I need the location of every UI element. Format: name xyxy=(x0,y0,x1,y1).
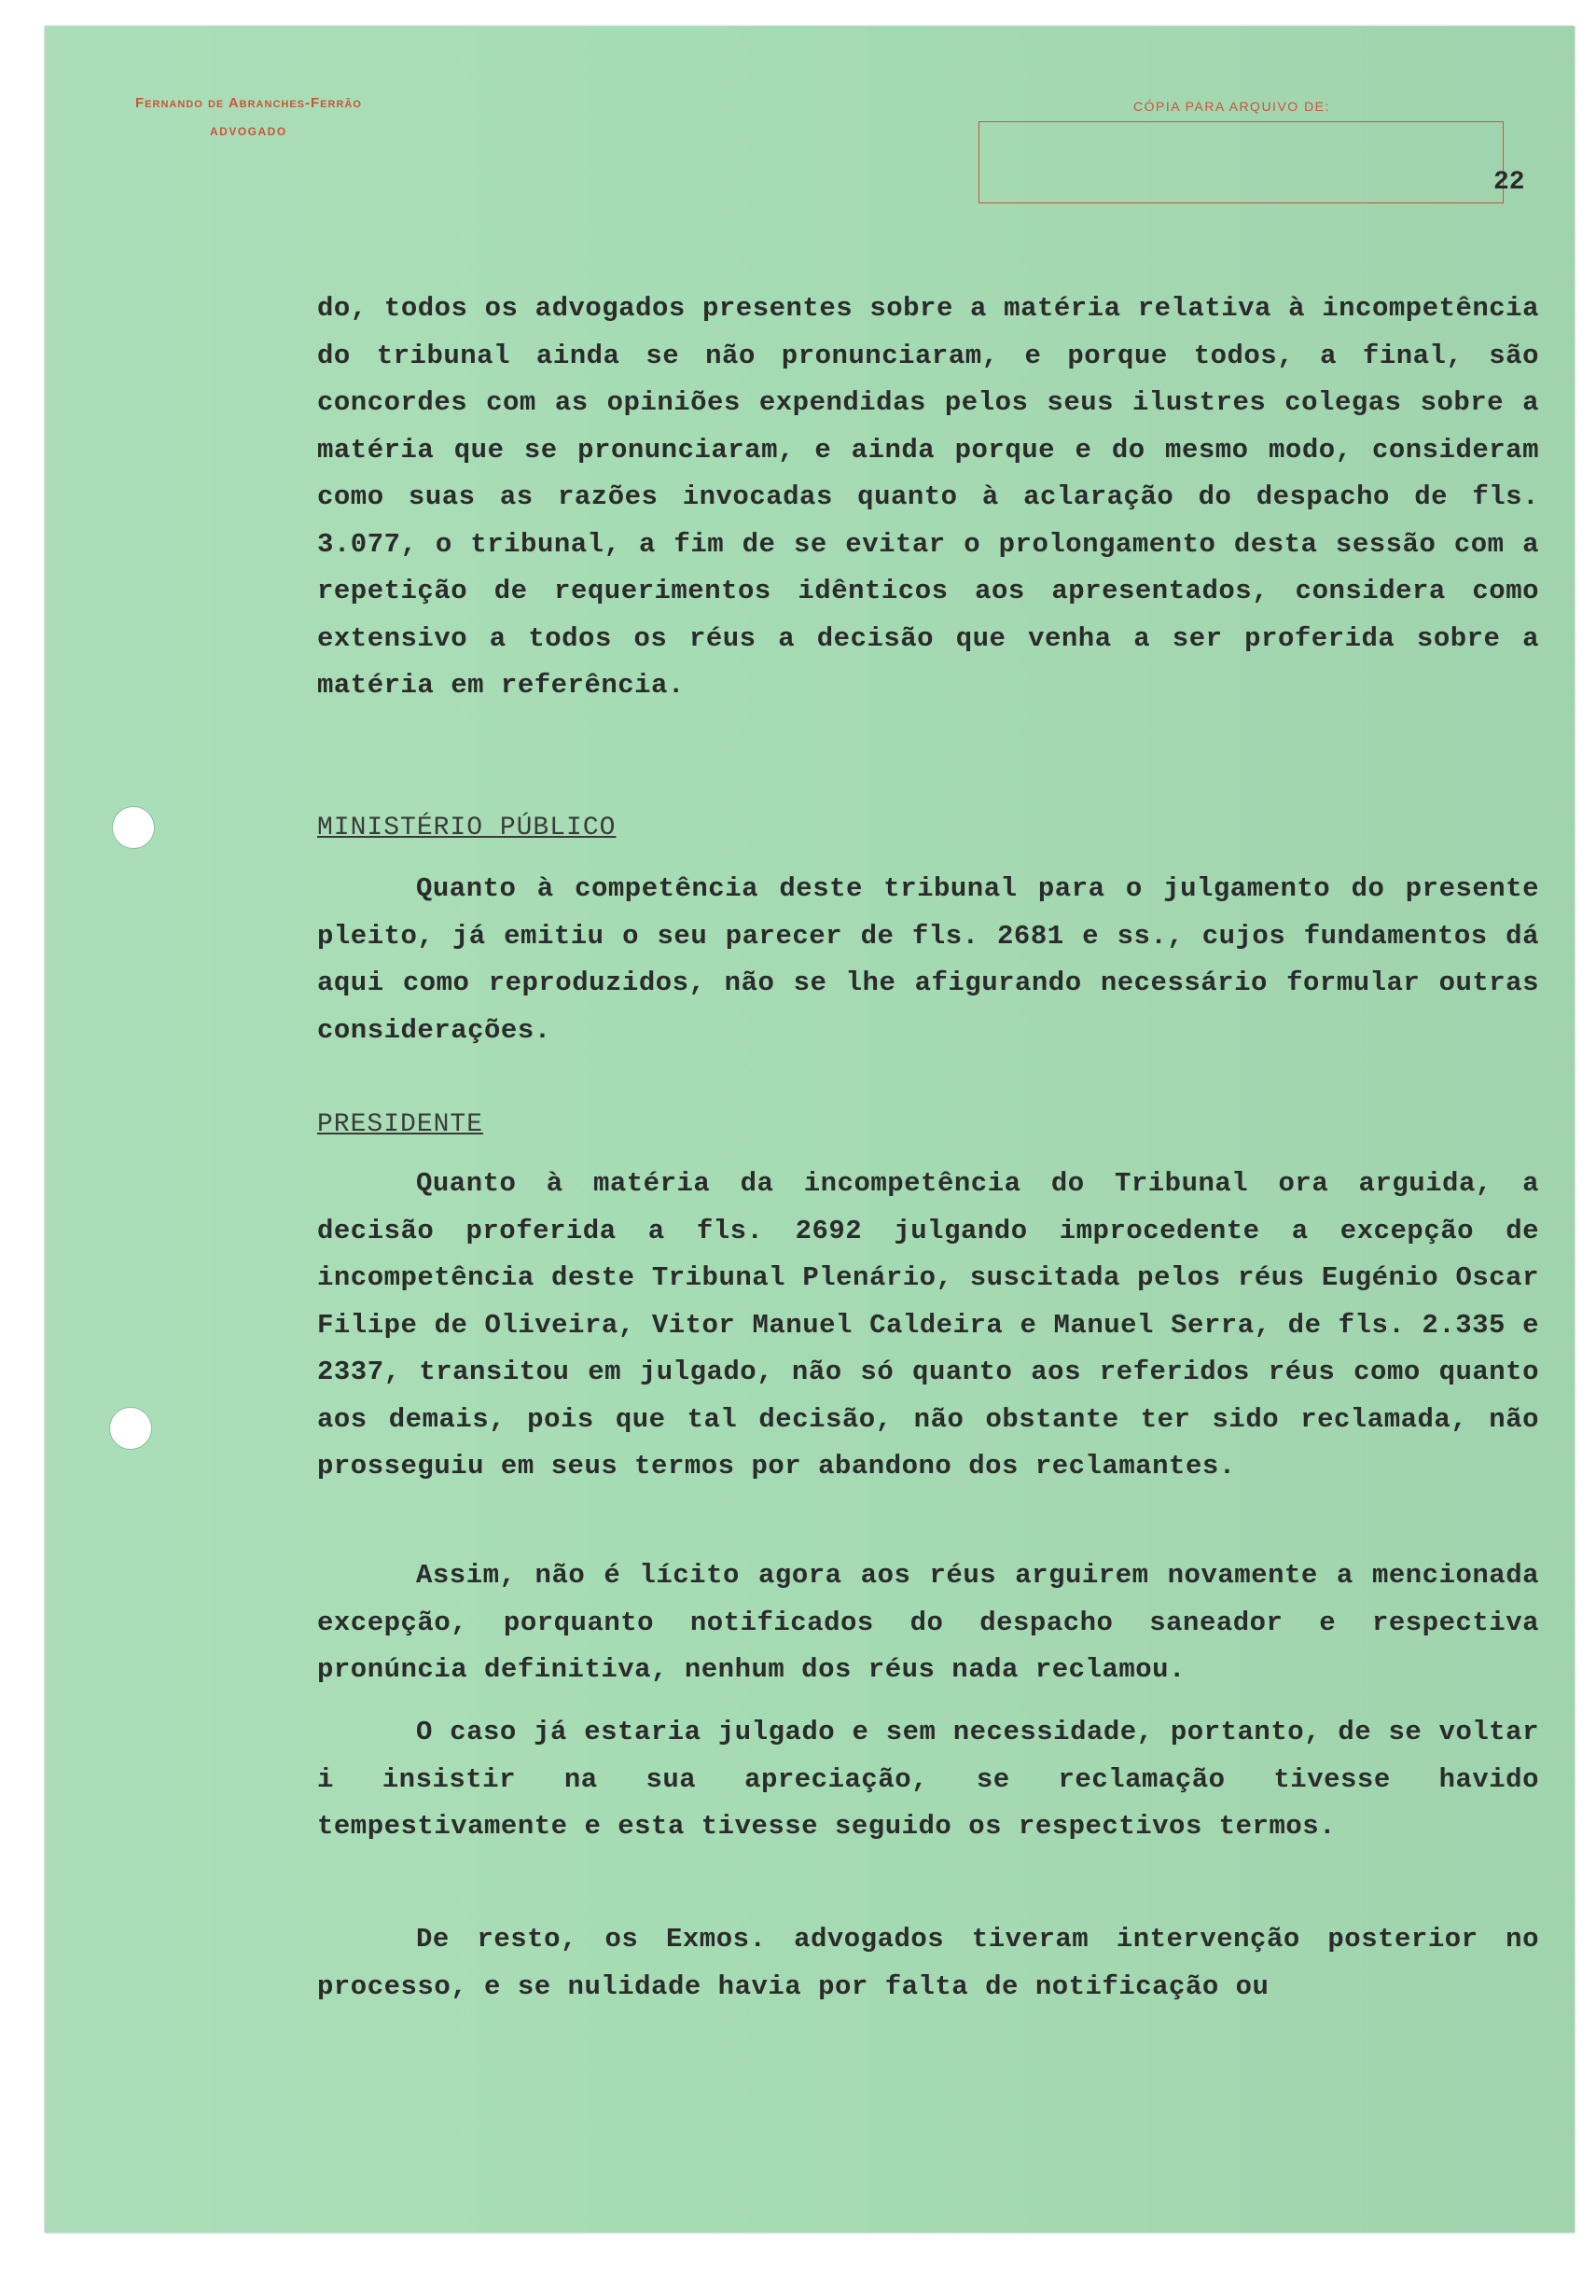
punch-hole-top xyxy=(112,806,155,849)
presidente-paragraph-4: De resto, os Exmos. advogados tiveram intervenção posterior no processo, e se nulidade havia por falta de notificação ou xyxy=(317,1924,1539,2002)
letterhead-name: Fernando de Abranches-Ferrão xyxy=(135,95,362,111)
letterhead-title: ADVOGADO xyxy=(210,125,287,138)
presidente-paragraph-2: Assim, não é lícito agora aos réus arguirem novamente a mencionada excepção, porquanto notificados do despacho saneador e respectiva pronúncia definitiva, nenhum dos réus nada reclamou. xyxy=(317,1560,1539,1685)
presidente-paragraph-3: O caso já estaria julgado e sem necessidade, portanto, de se voltar i insistir na sua apreciação, se reclamação tivesse havido tempestivamente e esta tivesse seguido os respectivos termos. xyxy=(317,1717,1539,1842)
punch-hole-bottom xyxy=(109,1407,152,1450)
ministerio-paragraph: Quanto à competência deste tribunal para o julgamento do presente pleito, já emitiu o seu parecer de fls. 2681 e ss., cujos fundamentos dá aqui como reproduzidos, não se lhe afigurando necessário formular outras considerações. xyxy=(317,873,1539,1046)
section-heading-ministerio: MINISTÉRIO PÚBLICO xyxy=(317,814,617,842)
copy-archive-box xyxy=(978,121,1504,203)
copy-archive-label: CÓPIA PARA ARQUIVO DE: xyxy=(1133,99,1330,114)
intro-paragraph: do, todos os advogados presentes sobre a matéria relativa à incompetência do tribunal ainda se não pronunciaram, e porque todos, a final, são concordes com as opiniões expendidas pelos seus ilustres colegas sobre a matéria que se pronunciaram, e ainda porque e do mesmo modo, consideram como suas as razões invocadas quanto à aclaração do despacho de fls. 3.077, o tribunal, a fim de se evitar o prolongamento desta sessão com a repetição de requerimentos idênticos aos apresentados, considera como extensivo a todos os réus a decisão que venha a ser proferida sobre a matéria em referência. xyxy=(317,293,1539,701)
page-number: 22 xyxy=(1493,168,1525,197)
presidente-paragraph-1: Quanto à matéria da incompetência do Tribunal ora arguida, a decisão proferida a fls. 2692 julgando improcedente a excepção de incompetência deste Tribunal Plenário, suscitada pelos réus Eugénio Oscar Filipe de Oliveira, Vitor Manuel Caldeira e Manuel Serra, de fls. 2.335 e 2337, transitou em julgado, não só quanto aos referidos réus como quanto aos demais, pois que tal decisão, não obstante ter sido reclamada, não prosseguiu em seus termos por abandono dos reclamantes. xyxy=(317,1168,1539,1482)
section-heading-presidente: PRESIDENTE xyxy=(317,1110,484,1139)
